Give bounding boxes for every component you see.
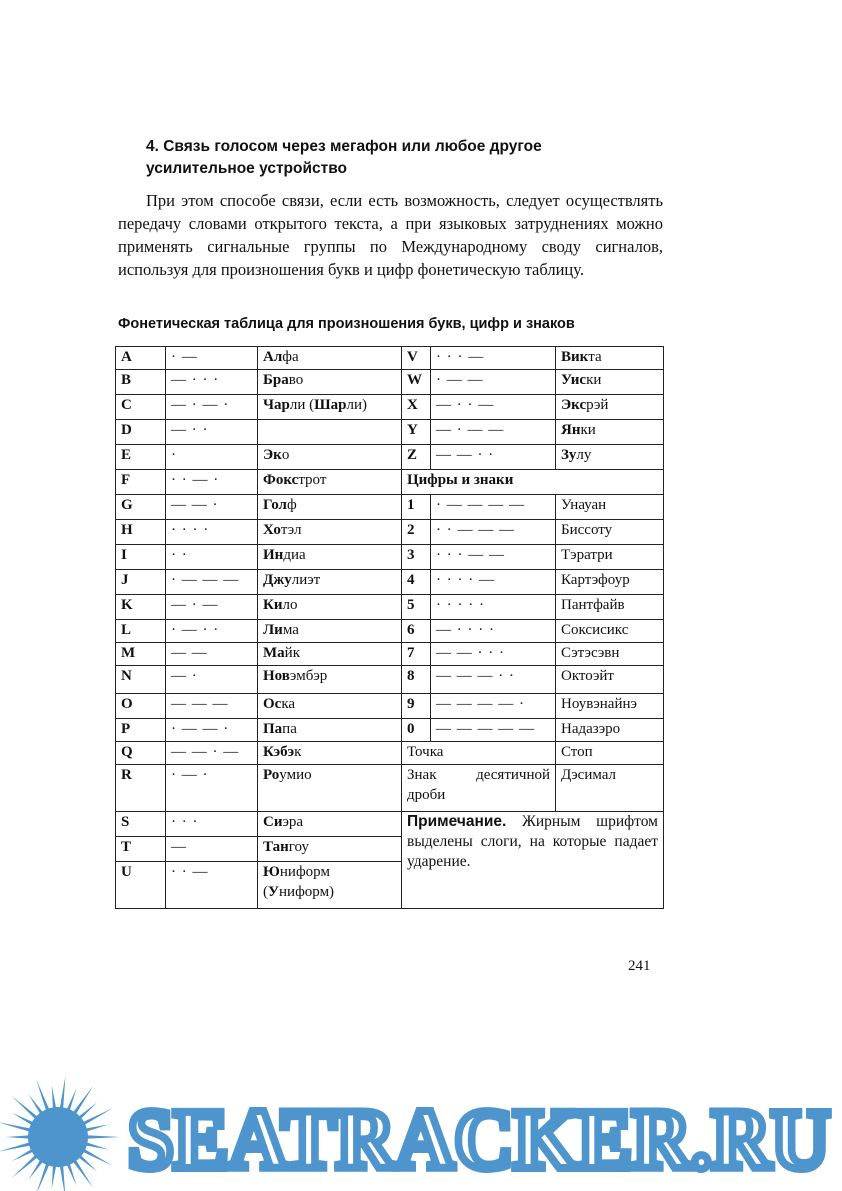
letter — [402, 370, 431, 395]
digit-word — [556, 570, 664, 595]
word-rest: диа — [283, 547, 306, 563]
morse-code-text: — — — [171, 645, 208, 661]
word-rest: ниформ) — [279, 884, 335, 900]
digit-char: 0 — [407, 721, 415, 737]
letter-char: I — [121, 547, 127, 563]
letter-char: K — [121, 597, 133, 613]
digit-word — [556, 643, 664, 666]
morse-code-text: · · · — — — [436, 547, 505, 563]
digit-word — [556, 694, 664, 719]
word-rest: ф — [286, 497, 297, 513]
note-cell — [402, 812, 664, 909]
letter — [116, 666, 166, 694]
digit-word — [556, 595, 664, 620]
morse-code-text: · — — · — [171, 721, 230, 737]
morse-code — [166, 837, 258, 862]
morse-code — [431, 347, 556, 370]
morse-code — [166, 570, 258, 595]
letter-char: Y — [407, 422, 418, 438]
morse-code — [166, 347, 258, 370]
letter-word — [258, 470, 402, 495]
morse-code — [166, 370, 258, 395]
letter — [402, 395, 431, 420]
letter-char: P — [121, 721, 131, 737]
letter-word — [258, 545, 402, 570]
table-row — [116, 620, 664, 643]
morse-code-text: · · — — [171, 864, 209, 880]
letter-char: B — [121, 372, 132, 388]
letter-word — [258, 395, 402, 420]
morse-code — [431, 595, 556, 620]
digit-char: 7 — [407, 645, 415, 661]
letter-word — [258, 620, 402, 643]
digits-header-text: Цифры и знаки — [407, 472, 514, 488]
word-rest: гоу — [288, 839, 309, 855]
table-caption: Фонетическая таблица для произношения букв, цифр и знаков — [118, 316, 575, 332]
intro-paragraph: При этом способе связи, если есть возможность, следует осуществлять передачу словами открытого текста, а при языковых затруднениях можно применять сигнальные группы по Международному своду сигналов, используя для произношения букв и цифр фонетическую таблицу. — [118, 191, 663, 279]
letter-word — [258, 765, 402, 812]
table-row — [116, 370, 664, 395]
letter — [116, 719, 166, 742]
letter-word — [258, 694, 402, 719]
letter — [116, 545, 166, 570]
morse-code-text: — · — — [171, 597, 219, 613]
morse-code — [166, 420, 258, 445]
word-rest: трот — [298, 472, 327, 488]
morse-code — [431, 620, 556, 643]
word-stressed-syllable: Ян — [561, 422, 581, 438]
morse-code — [166, 765, 258, 812]
letter — [116, 812, 166, 837]
morse-code — [431, 570, 556, 595]
word-rest: лиэт — [291, 572, 321, 588]
table-row — [116, 666, 664, 694]
letter-char: N — [121, 668, 132, 684]
digit — [402, 520, 431, 545]
table-row — [116, 694, 664, 719]
word-rest: ки — [580, 422, 596, 438]
section-heading — [146, 136, 666, 180]
digit-word-text: Надазэро — [561, 721, 621, 737]
letter — [116, 395, 166, 420]
letter-char: L — [121, 622, 132, 638]
word-rest: эра — [282, 814, 304, 830]
morse-code — [166, 495, 258, 520]
morse-code-text: — — · · · — [436, 645, 505, 661]
morse-code-text: · · · · · — [436, 597, 485, 613]
morse-code-text: · — [171, 447, 177, 463]
letter — [116, 470, 166, 495]
morse-code-text: — · — · — [171, 397, 230, 413]
seatracker-logo — [0, 1052, 842, 1191]
letter — [116, 694, 166, 719]
table-row — [116, 595, 664, 620]
morse-code — [166, 666, 258, 694]
word-stressed-syllable: Ки — [263, 597, 283, 613]
word-stressed-syllable: Ма — [263, 645, 285, 661]
word-stressed-syllable: У — [268, 884, 280, 900]
word-stressed-syllable: Нов — [263, 668, 290, 684]
digit — [402, 666, 431, 694]
sun-ray — [0, 1122, 33, 1132]
word-stressed-syllable: Гол — [263, 497, 287, 513]
table-row — [116, 395, 664, 420]
letter — [116, 495, 166, 520]
letter-char: O — [121, 696, 133, 712]
digit-word-text: Ноувэнайнэ — [561, 696, 637, 712]
digit-word-text: Биссоту — [561, 522, 613, 538]
table-row — [116, 445, 664, 470]
morse-code-text: — — · · — [436, 447, 495, 463]
morse-code — [431, 445, 556, 470]
table-row — [116, 420, 664, 445]
morse-code — [431, 395, 556, 420]
morse-code-text: · — — [171, 349, 198, 365]
morse-code-text: — · · — [171, 422, 209, 438]
digits-header — [402, 470, 664, 495]
letter-char: A — [121, 349, 132, 365]
letter-char: T — [121, 839, 132, 855]
word-rest: эмбэр — [289, 668, 328, 684]
morse-code-text: · — · · — [171, 622, 220, 638]
morse-code-text: — — — — — — [436, 721, 535, 737]
letter-char: V — [407, 349, 418, 365]
morse-code-text: · · · — [171, 814, 199, 830]
morse-code-text: · · — [171, 547, 188, 563]
morse-code — [431, 643, 556, 666]
morse-code-text: — · · · · — [436, 622, 495, 638]
letter — [402, 445, 431, 470]
letter-word — [258, 837, 402, 862]
word-stressed-syllable: Чар — [263, 397, 290, 413]
letter-char: H — [121, 522, 133, 538]
section-heading-line2: усилительное устройство — [146, 160, 348, 177]
digit-char: 6 — [407, 622, 415, 638]
morse-code — [166, 694, 258, 719]
letter — [116, 595, 166, 620]
morse-code-text: — — — · · — [436, 668, 515, 684]
digit-char: 3 — [407, 547, 415, 563]
word-stressed-syllable: Ос — [263, 696, 282, 712]
letter — [116, 837, 166, 862]
sign-name-text: Точка — [407, 744, 444, 760]
letter-char: C — [121, 397, 132, 413]
letter-word — [258, 520, 402, 545]
digit-word-text: Тэратри — [561, 547, 613, 563]
table-row — [116, 570, 664, 595]
digit-word — [556, 520, 664, 545]
letter-char: W — [407, 372, 422, 388]
letter-word — [556, 347, 664, 370]
sun-ray — [80, 1108, 113, 1126]
digit — [402, 595, 431, 620]
sign-word — [556, 765, 664, 812]
letter-word — [258, 595, 402, 620]
digit — [402, 719, 431, 742]
word-stressed-syllable: Вик — [561, 349, 589, 365]
sign-word-text: Стоп — [561, 744, 593, 760]
letter — [402, 347, 431, 370]
letter-char: J — [121, 572, 129, 588]
letter-word — [258, 570, 402, 595]
digit-char: 8 — [407, 668, 415, 684]
morse-code — [431, 666, 556, 694]
morse-code — [166, 470, 258, 495]
word-stressed-syllable: Ин — [263, 547, 284, 563]
digit-word-text: Пантфайв — [561, 597, 625, 613]
digit-word-text: Соксисикс — [561, 622, 629, 638]
table-row — [116, 643, 664, 666]
word-stressed-syllable: Бра — [263, 372, 289, 388]
letter — [116, 765, 166, 812]
sun-ray — [84, 1135, 120, 1139]
letter-word — [258, 445, 402, 470]
digit — [402, 620, 431, 643]
word-stressed-syllable: Уис — [561, 372, 587, 388]
digit-word-text: Картэфоур — [561, 572, 630, 588]
word-paren: ( — [263, 884, 268, 900]
morse-code — [166, 545, 258, 570]
digit-word-text: Сэтэсэвн — [561, 645, 620, 661]
table-row — [116, 719, 664, 742]
morse-code — [166, 719, 258, 742]
morse-code — [166, 812, 258, 837]
word-rest: ли ( — [289, 397, 315, 413]
digit-char: 5 — [407, 597, 415, 613]
digit-char: 4 — [407, 572, 415, 588]
letter — [116, 520, 166, 545]
word-stressed-syllable: Ро — [263, 767, 280, 783]
table-row — [116, 347, 664, 370]
morse-code — [166, 742, 258, 765]
word-rest: к — [294, 744, 302, 760]
letter-word — [556, 420, 664, 445]
sun-ray — [80, 1147, 113, 1165]
watermark-text: SEATRACKER.RU — [128, 1091, 830, 1187]
letter — [116, 620, 166, 643]
letter-word — [258, 370, 402, 395]
word-stressed-syllable: Ю — [263, 864, 280, 880]
word-stressed-syllable: Кэбэ — [263, 744, 295, 760]
letter-char: X — [407, 397, 418, 413]
morse-code-text: · · — · — [171, 472, 220, 488]
phonetic-table — [115, 346, 664, 909]
letter — [116, 570, 166, 595]
letter — [116, 420, 166, 445]
word-rest: умио — [279, 767, 312, 783]
digit-char: 9 — [407, 696, 415, 712]
word-stressed-syllable: Шар — [314, 397, 347, 413]
digit — [402, 643, 431, 666]
sun-icon — [0, 1075, 120, 1191]
table-row — [116, 545, 664, 570]
table-row — [116, 742, 664, 765]
morse-code-text: · · · · — [171, 522, 210, 538]
morse-code — [166, 445, 258, 470]
morse-code — [431, 545, 556, 570]
letter — [116, 643, 166, 666]
word-stressed-syllable: Фокс — [263, 472, 299, 488]
morse-code — [431, 370, 556, 395]
letter-word — [258, 643, 402, 666]
letter-word — [556, 395, 664, 420]
letter — [402, 420, 431, 445]
word-rest: та — [588, 349, 602, 365]
digit-word-text: Октоэйт — [561, 668, 614, 684]
morse-code-text: — · — [171, 668, 198, 684]
morse-code — [166, 862, 258, 909]
sign-name — [402, 742, 556, 765]
digit-word — [556, 666, 664, 694]
morse-code — [166, 520, 258, 545]
digit — [402, 545, 431, 570]
sign-name-line1: Знак десятичной — [407, 767, 550, 783]
word-stressed-syllable: Си — [263, 814, 283, 830]
letter — [116, 445, 166, 470]
word-rest: о — [281, 447, 290, 463]
digit — [402, 694, 431, 719]
letter-word — [556, 370, 664, 395]
word-stressed-syllable: Зу — [561, 447, 577, 463]
table-row — [116, 470, 664, 495]
table-row — [116, 765, 664, 812]
letter — [116, 347, 166, 370]
note-text: Жирным шрифтом выделены слоги, на которые падает ударение. — [407, 813, 658, 870]
letter-char: F — [121, 472, 131, 488]
letter-char: U — [121, 864, 132, 880]
morse-code-text: — · — — — [436, 422, 505, 438]
sun-ray — [0, 1141, 33, 1151]
letter-char: G — [121, 497, 133, 513]
word-rest: па — [282, 721, 297, 737]
sign-word-text: Дэсимал — [561, 767, 617, 783]
letter-char: R — [121, 767, 132, 783]
letter — [116, 742, 166, 765]
sign-name-line2: дроби — [407, 787, 446, 803]
letter-word — [258, 666, 402, 694]
morse-code-text: — — — — [171, 696, 229, 712]
table-row — [116, 495, 664, 520]
morse-code — [166, 643, 258, 666]
word-stressed-syllable: Эк — [263, 447, 282, 463]
letter-char: D — [121, 422, 132, 438]
digit — [402, 570, 431, 595]
table-row — [116, 812, 664, 837]
letter-word — [258, 420, 402, 445]
morse-code-text: · — — — [436, 372, 484, 388]
letter — [116, 370, 166, 395]
word-rest: ло — [282, 597, 298, 613]
word-stressed-syllable: Ал — [263, 349, 283, 365]
word-stressed-syllable: Па — [263, 721, 283, 737]
table-row — [116, 520, 664, 545]
letter-word — [556, 445, 664, 470]
word-rest: ли) — [346, 397, 367, 413]
word-rest: фа — [282, 349, 299, 365]
morse-code — [431, 420, 556, 445]
morse-code — [431, 719, 556, 742]
digit — [402, 495, 431, 520]
word-stressed-syllable: Джу — [263, 572, 292, 588]
section-heading-line1: 4. Связь голосом через мегафон или любое другое — [146, 138, 542, 155]
word-rest: ма — [282, 622, 299, 638]
sun-ray — [59, 1075, 65, 1111]
morse-code — [166, 395, 258, 420]
page-number: 241 — [628, 958, 651, 974]
digit-word — [556, 620, 664, 643]
sign-word — [556, 742, 664, 765]
morse-code-text: · — — — — — [436, 497, 525, 513]
word-rest: тэл — [280, 522, 302, 538]
letter-word — [258, 495, 402, 520]
word-stressed-syllable: Экс — [561, 397, 587, 413]
morse-code-text: · — — — — [171, 572, 240, 588]
word-rest: лу — [576, 447, 592, 463]
note-label: Примечание. — [407, 813, 507, 830]
digit-char: 2 — [407, 522, 415, 538]
digit-word — [556, 495, 664, 520]
morse-code-text: · · · · — — [436, 572, 495, 588]
word-rest: ниформ — [279, 864, 330, 880]
word-rest: рэй — [586, 397, 609, 413]
morse-code-text: — · · · — [171, 372, 220, 388]
word-stressed-syllable: Тан — [263, 839, 289, 855]
letter-char: S — [121, 814, 130, 830]
digit-word — [556, 545, 664, 570]
letter-char: Z — [407, 447, 418, 463]
digit-word-text: Унауан — [561, 497, 607, 513]
morse-code-text: · — · — [171, 767, 209, 783]
morse-code-text: — — — — · — [436, 696, 525, 712]
letter-char: M — [121, 645, 136, 661]
morse-code — [431, 694, 556, 719]
letter — [116, 862, 166, 909]
letter-word — [258, 347, 402, 370]
letter-word — [258, 719, 402, 742]
digit-char: 1 — [407, 497, 415, 513]
morse-code-text: — · · — — [436, 397, 495, 413]
word-stressed-syllable: Хо — [263, 522, 281, 538]
morse-code — [166, 620, 258, 643]
letter-char: E — [121, 447, 132, 463]
morse-code-text: — — [171, 839, 187, 855]
morse-code — [166, 595, 258, 620]
morse-code — [431, 495, 556, 520]
word-rest: ка — [281, 696, 296, 712]
word-rest: йк — [284, 645, 300, 661]
morse-code-text: — — · — [171, 497, 219, 513]
morse-code-text: · · — — — — [436, 522, 515, 538]
word-stressed-syllable: Ли — [263, 622, 283, 638]
morse-code — [431, 520, 556, 545]
digit-word — [556, 719, 664, 742]
letter-char: Q — [121, 744, 133, 760]
word-rest: ки — [586, 372, 602, 388]
letter-word — [258, 862, 402, 909]
sign-name — [402, 765, 556, 812]
morse-code-text: · · · — — [436, 349, 485, 365]
letter-word — [258, 812, 402, 837]
word-rest: во — [288, 372, 304, 388]
letter-word — [258, 742, 402, 765]
morse-code-text: — — · — — [171, 744, 240, 760]
